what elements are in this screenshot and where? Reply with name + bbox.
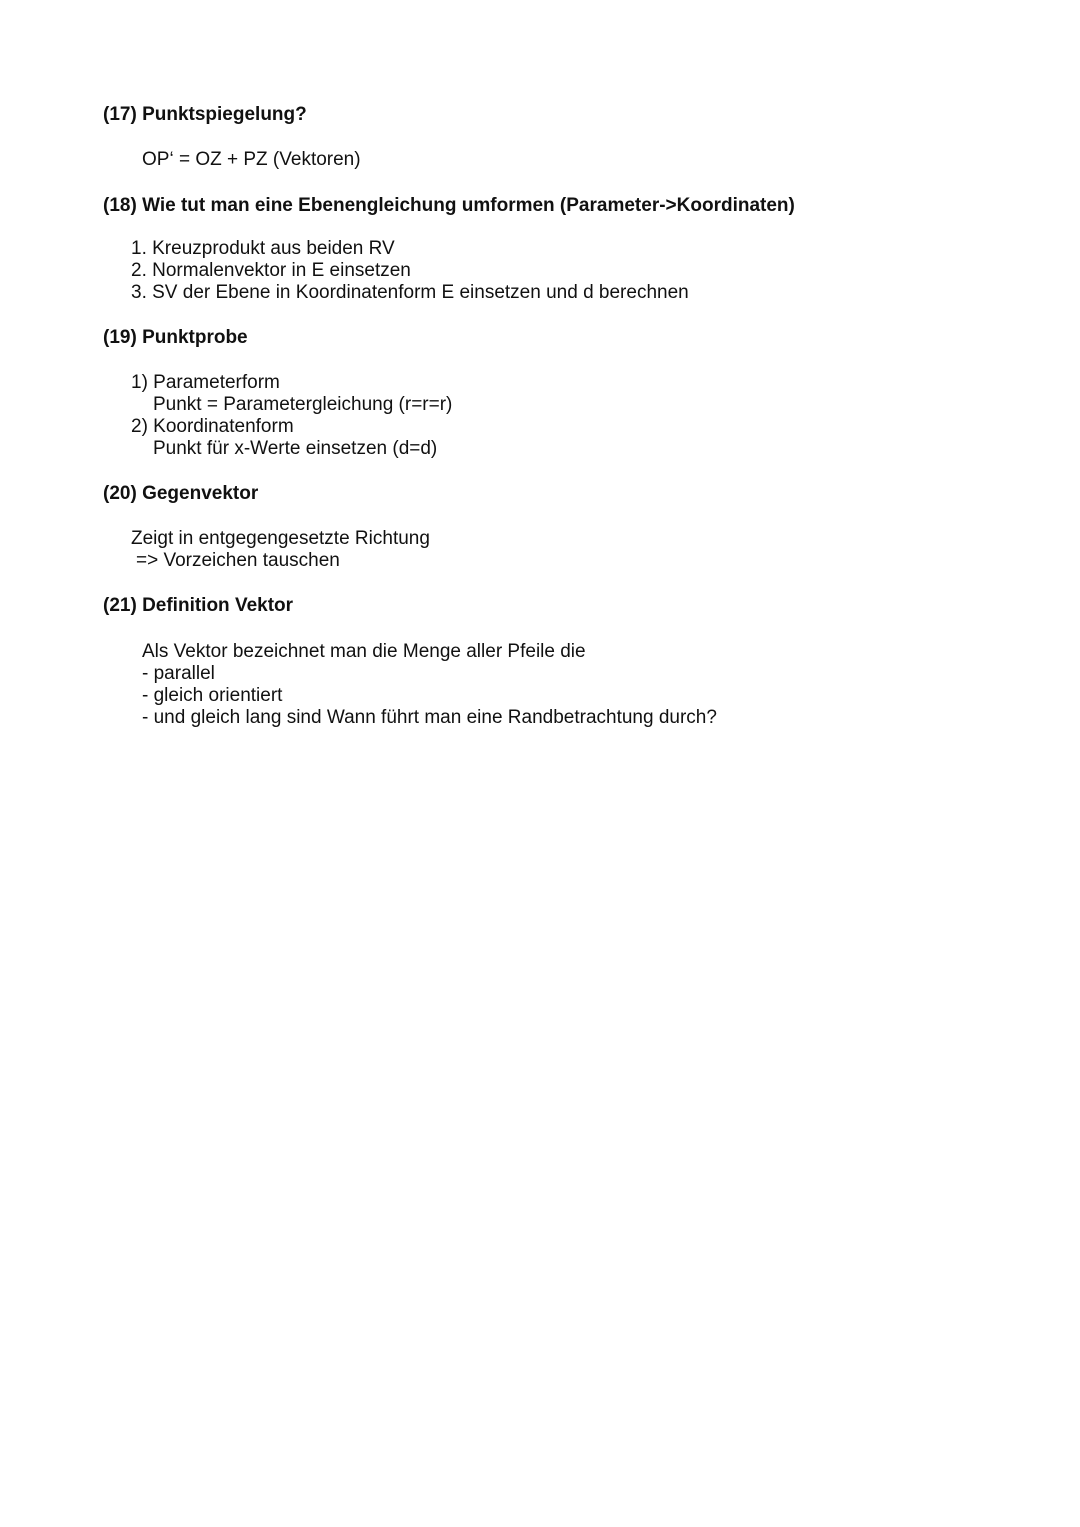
section-18-line-3: 3. SV der Ebene in Koordinatenform E einsetzen und d berechnen <box>131 282 689 303</box>
section-18-line-1: 1. Kreuzprodukt aus beiden RV <box>131 238 395 259</box>
section-20-heading: (20) Gegenvektor <box>103 483 259 504</box>
section-18-heading: (18) Wie tut man eine Ebenengleichung umformen (Parameter->Koordinaten) <box>103 195 795 216</box>
section-20-line-2: => Vorzeichen tauschen <box>136 550 340 571</box>
section-18-line-2: 2. Normalenvektor in E einsetzen <box>131 260 411 281</box>
section-17-heading: (17) Punktspiegelung? <box>103 104 307 125</box>
section-17-line-1: OP‘ = OZ + PZ (Vektoren) <box>142 149 361 170</box>
section-21-heading: (21) Definition Vektor <box>103 595 294 616</box>
section-21-line-4: - und gleich lang sind Wann führt man eine Randbetrachtung durch? <box>142 707 717 728</box>
section-19-line-2: Punkt = Parametergleichung (r=r=r) <box>153 394 453 415</box>
section-20-line-1: Zeigt in entgegengesetzte Richtung <box>131 528 430 549</box>
section-19-heading: (19) Punktprobe <box>103 327 248 348</box>
section-21-line-3: - gleich orientiert <box>142 685 283 706</box>
section-19-line-1: 1) Parameterform <box>131 372 280 393</box>
section-19-line-3: 2) Koordinatenform <box>131 416 294 437</box>
section-21-line-1: Als Vektor bezeichnet man die Menge aller Pfeile die <box>142 641 586 662</box>
section-19-line-4: Punkt für x-Werte einsetzen (d=d) <box>153 438 438 459</box>
section-21-line-2: - parallel <box>142 663 215 684</box>
